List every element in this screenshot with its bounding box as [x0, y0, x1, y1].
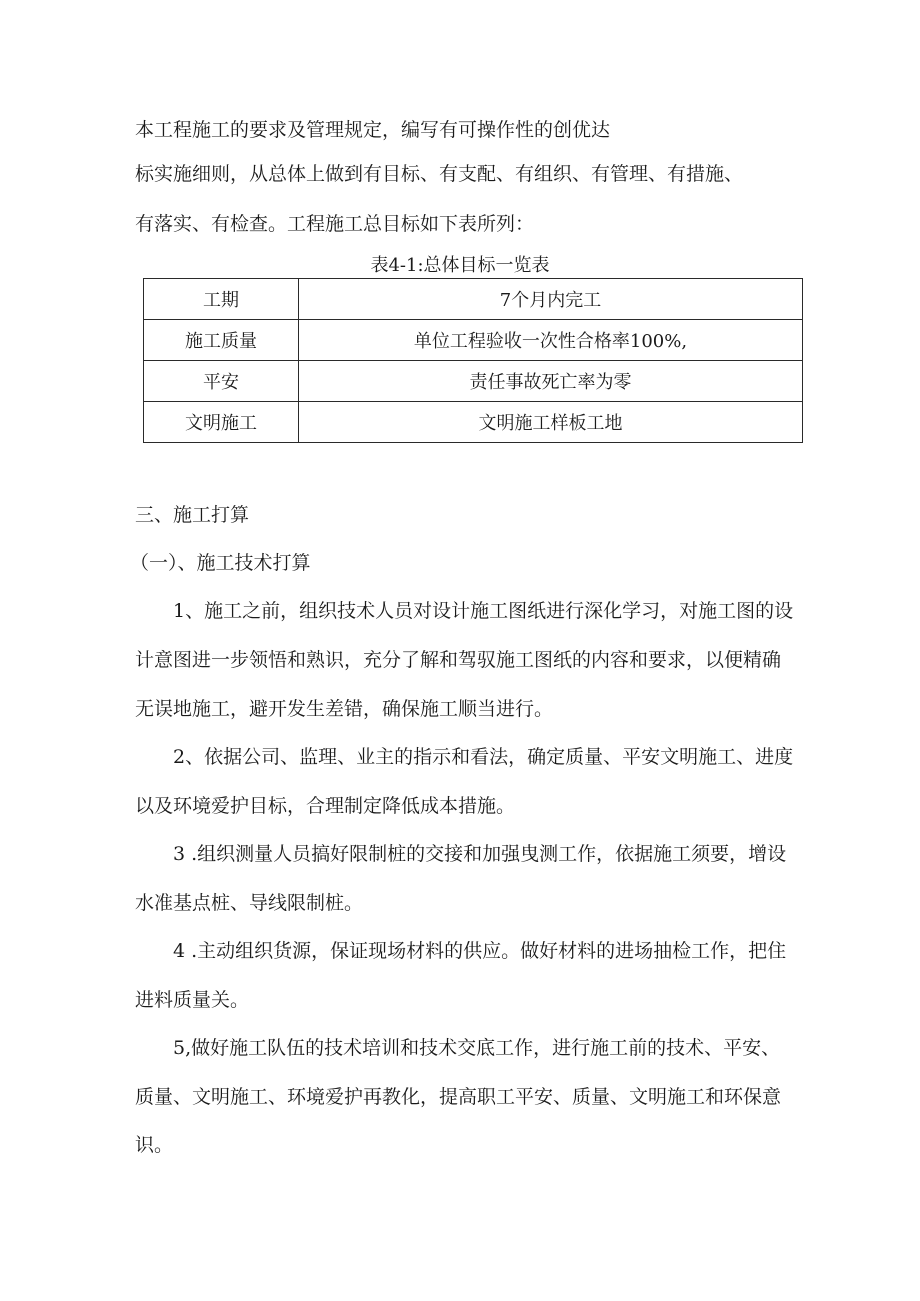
item-1-line-2: 计意图进一步领悟和熟识，充分了解和驾驭施工图纸的内容和要求，以便精确: [135, 649, 782, 671]
row-label: 工期: [144, 279, 299, 320]
item-3-line-2: 水准基点桩、导线限制桩。: [135, 892, 364, 914]
item-1-line-1: 1、施工之前，组织技术人员对设计施工图纸进行深化学习，对施工图的设: [173, 600, 794, 622]
item-2-line-2: 以及环境爱护目标，合理制定降低成本措施。: [135, 795, 516, 817]
item-5-line-2: 质量、文明施工、环境爱护再教化，提高职工平安、质量、文明施工和环保意: [135, 1086, 782, 1108]
row-label: 文明施工: [144, 402, 299, 443]
item-5-line-3: 识。: [135, 1134, 174, 1156]
section-heading: 三、施工打算: [135, 504, 250, 526]
table-row: [144, 279, 803, 320]
intro-line-2: 标实施细则，从总体上做到有目标、有支配、有组织、有管理、有措施、: [135, 163, 744, 185]
subsection-heading: （一）、施工技术打算: [130, 552, 311, 574]
intro-line-3: 有落实、有检查。工程施工总目标如下表所列：: [135, 213, 535, 235]
table-row: [144, 402, 803, 443]
intro-line-1: 本工程施工的要求及管理规定，编写有可操作性的创优达: [135, 119, 611, 141]
table-caption: 表4-1:总体目标一览表: [370, 255, 550, 276]
item-4-line-2: 进料质量关。: [135, 989, 250, 1011]
row-label: 平安: [144, 361, 299, 402]
item-3-line-1: 3 .组织测量人员搞好限制桩的交接和加强曳测工作，依据施工须要，增设: [173, 843, 787, 865]
item-5-line-1: 5,做好施工队伍的技术培训和技术交底工作，进行施工前的技术、平安、: [173, 1037, 781, 1059]
item-4-line-1: 4 .主动组织货源，保证现场材料的供应。做好材料的进场抽检工作，把住: [173, 940, 787, 962]
item-1-line-3: 无误地施工，避开发生差错，确保施工顺当进行。: [135, 698, 554, 720]
row-label: 施工质量: [144, 320, 299, 361]
table-row: [144, 361, 803, 402]
row-value: 责任事故死亡率为零: [299, 361, 803, 402]
item-2-line-1: 2、依据公司、监理、业主的指示和看法，确定质量、平安文明施工、进度: [173, 746, 794, 768]
goals-table: [143, 278, 803, 443]
table-row: [144, 320, 803, 361]
row-value: 7个月内完工: [299, 279, 803, 320]
row-value: 单位工程验收一次性合格率100%,: [299, 320, 803, 361]
row-value: 文明施工样板工地: [299, 402, 803, 443]
